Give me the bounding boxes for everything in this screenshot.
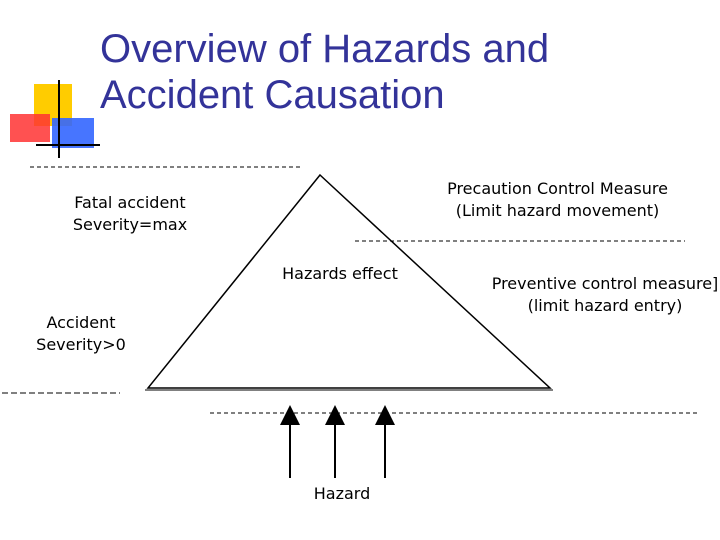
accident-severity-label: Accident Severity>0: [36, 313, 126, 354]
fatal-accident-label: Fatal accident Severity=max: [72, 193, 188, 234]
preventive-control-label: Preventive control measure] (limit hazard entry): [491, 274, 719, 315]
precaution-control-label: Precaution Control Measure (Limit hazard movement): [447, 179, 668, 220]
hazards-effect-label: Hazards effect: [282, 264, 398, 283]
slide-title: Overview of Hazards and Accident Causation: [100, 27, 550, 117]
hazard-label: Hazard: [313, 484, 371, 503]
